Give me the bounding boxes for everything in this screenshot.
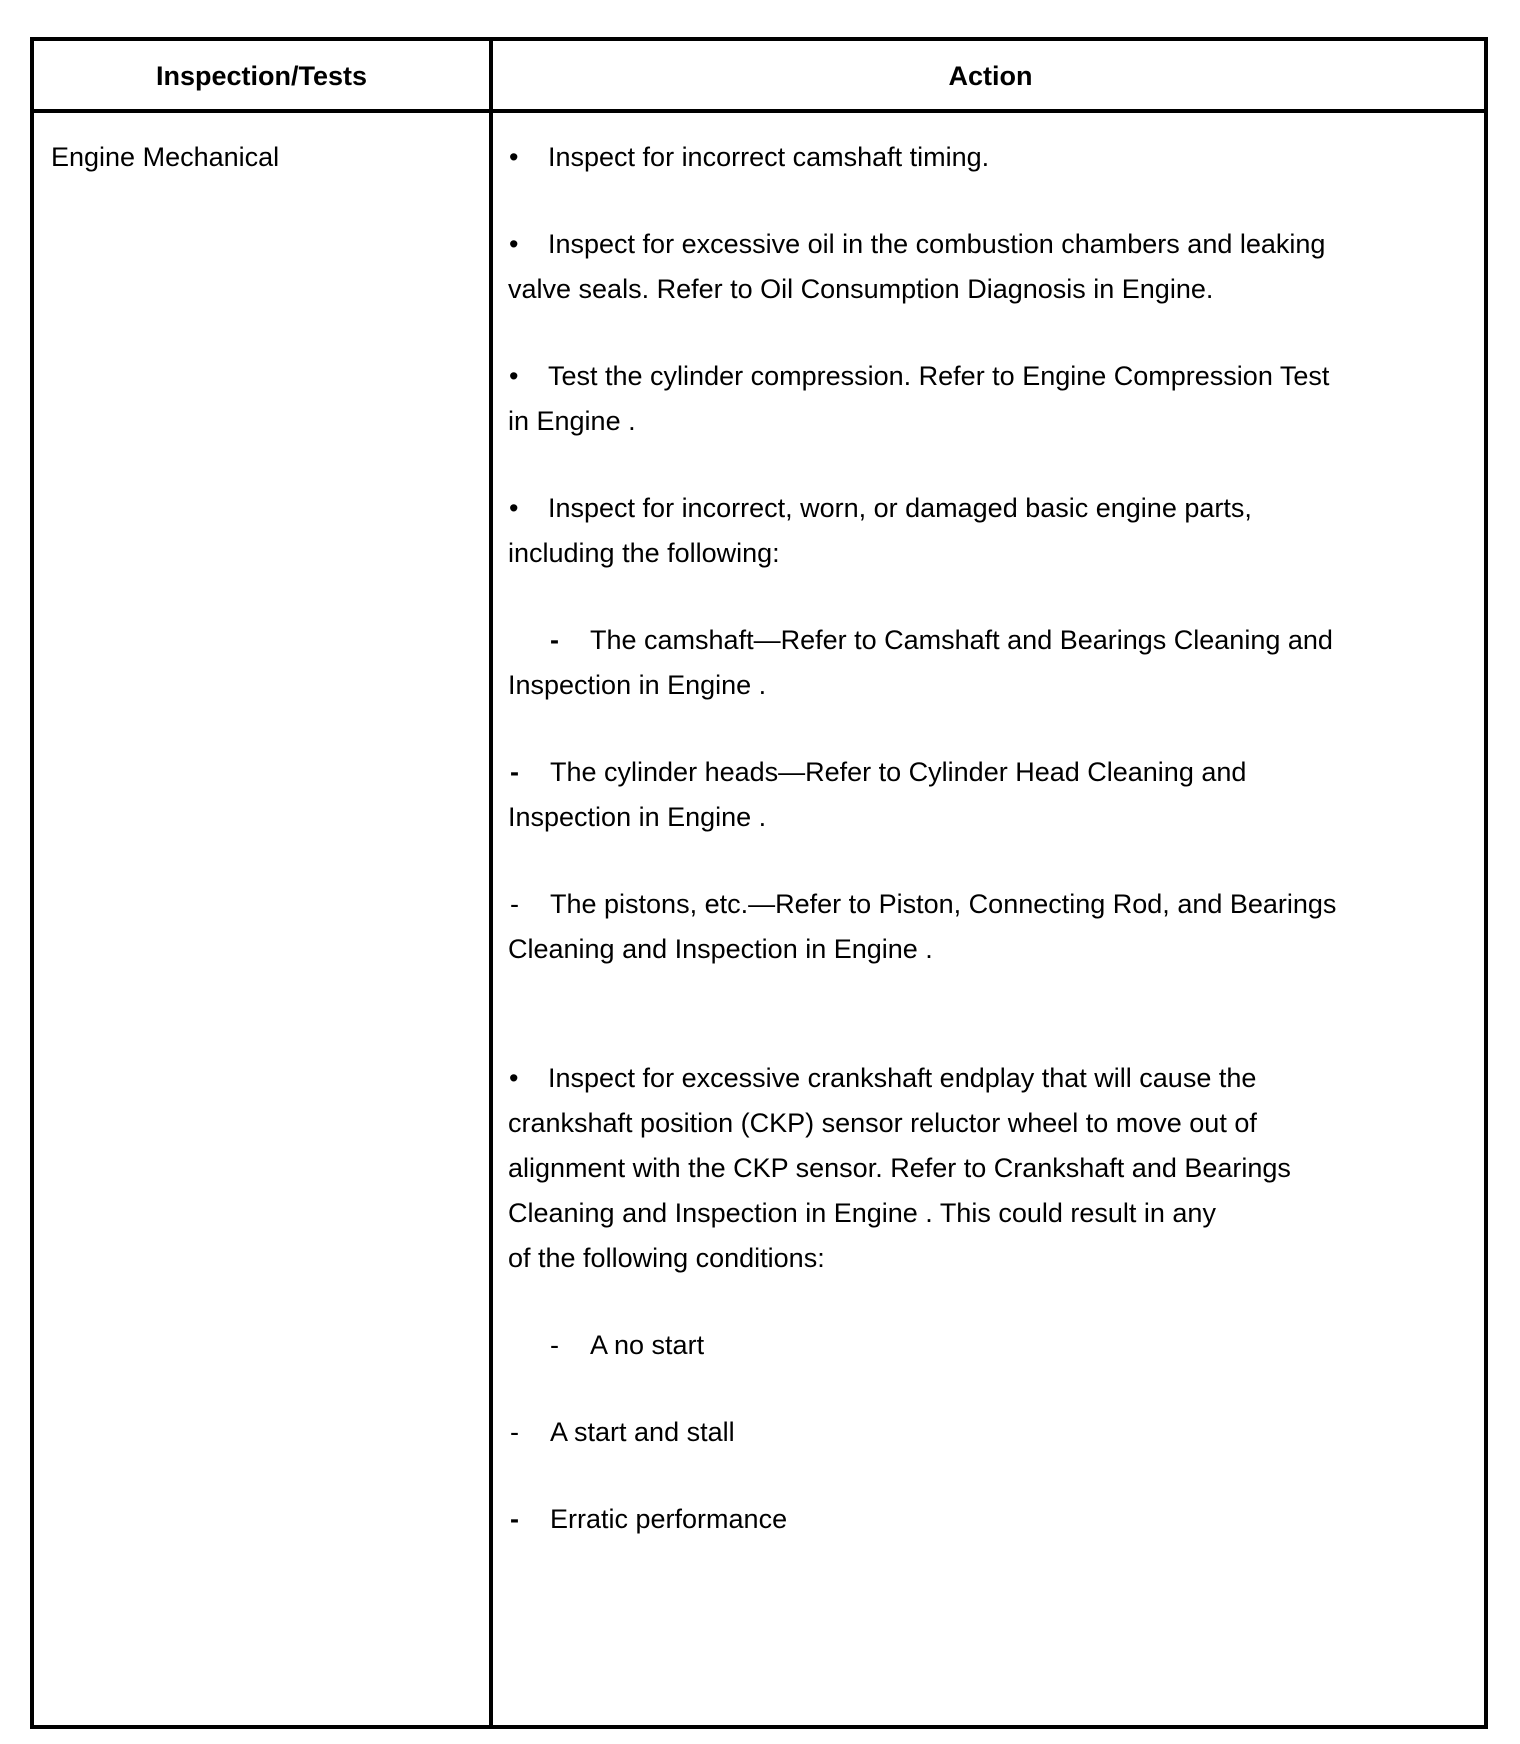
action-text: of the following conditions: (508, 1243, 825, 1273)
action-text: Inspection in Engine . (508, 802, 767, 832)
action-text: in Engine . (508, 406, 636, 436)
dash-marker: - (510, 889, 519, 919)
action-text: Cleaning and Inspection in Engine . This could result in any (508, 1198, 1216, 1228)
dash-marker: - (550, 625, 559, 655)
dash-marker: - (510, 757, 519, 787)
bullet-marker: • (509, 361, 519, 391)
dash-marker: - (510, 1504, 519, 1534)
action-text: Erratic performance (550, 1504, 788, 1534)
header-inspection-tests: Inspection/Tests (155, 61, 368, 91)
dash-marker: - (510, 1417, 519, 1447)
action-text: The camshaft—Refer to Camshaft and Bearings Cleaning and (590, 625, 1333, 655)
action-text: crankshaft position (CKP) sensor reluctor wheel to move out of (508, 1108, 1257, 1138)
action-text: The pistons, etc.—Refer to Piston, Connecting Rod, and Bearings (550, 889, 1337, 919)
action-text: A start and stall (550, 1417, 735, 1447)
header-action: Action (948, 61, 1033, 91)
action-text: Inspect for excessive crankshaft endplay that will cause the (548, 1063, 1257, 1093)
header-divider (34, 109, 1484, 113)
action-text: Cleaning and Inspection in Engine . (508, 934, 933, 964)
dash-marker: - (550, 1330, 559, 1360)
action-text: Inspection in Engine . (508, 670, 767, 700)
action-text: Inspect for excessive oil in the combustion chambers and leaking (548, 229, 1326, 259)
inspection-cell: Engine Mechanical (51, 142, 280, 172)
action-text: A no start (590, 1330, 705, 1360)
inspection-table (30, 37, 1488, 1729)
action-text: Inspect for incorrect camshaft timing. (548, 142, 990, 172)
bullet-marker: • (509, 493, 519, 523)
bullet-marker: • (509, 142, 519, 172)
bullet-marker: • (509, 229, 519, 259)
action-text: The cylinder heads—Refer to Cylinder Head Cleaning and (550, 757, 1247, 787)
action-text: Test the cylinder compression. Refer to Engine Compression Test (548, 361, 1330, 391)
action-text: including the following: (508, 538, 780, 568)
action-text: Inspect for incorrect, worn, or damaged basic engine parts, (548, 493, 1252, 523)
bullet-marker: • (509, 1063, 519, 1093)
column-divider (489, 41, 493, 1725)
action-text: valve seals. Refer to Oil Consumption Diagnosis in Engine. (508, 274, 1214, 304)
action-text: alignment with the CKP sensor. Refer to Crankshaft and Bearings (508, 1153, 1291, 1183)
